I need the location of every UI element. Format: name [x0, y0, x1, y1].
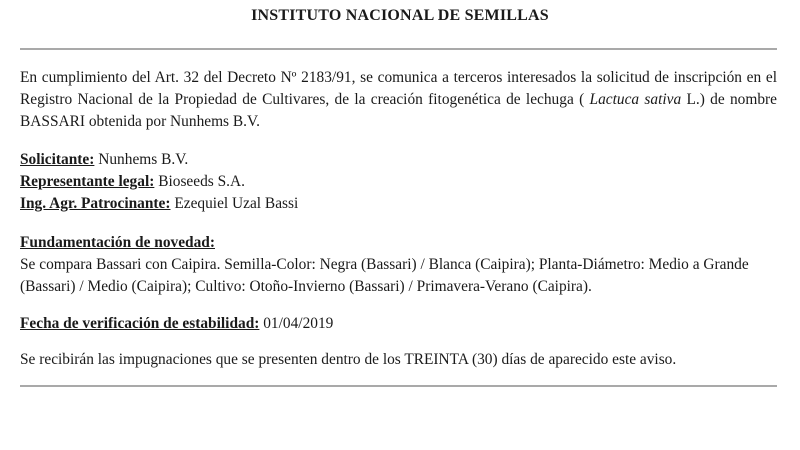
- applicant-label: Solicitante:: [20, 151, 95, 168]
- species-name: Lactuca sativa: [589, 91, 682, 108]
- applicant-line: [20, 149, 777, 171]
- sponsor-value: Ezequiel Uzal Bassi: [170, 195, 299, 212]
- closing-paragraph: Se recibirán las impugnaciones que se presenten dentro de los TREINTA (30) días de aparecido este aviso.: [20, 351, 677, 368]
- novelty-text: Se compara Bassari con Caipira. Semilla-Color: Negra (Bassari) / Blanca (Caipira); Planta-Diámetro: Medio a Grande (Bassari) / Medio (Caipira); Cultivo: Otoño-Invierno (Bassari) / Primavera-Verano (Caipira).: [20, 256, 749, 295]
- sponsor-label: Ing. Agr. Patrocinante:: [20, 195, 171, 212]
- parties-block: [20, 149, 777, 215]
- novelty-block: [20, 232, 777, 298]
- sponsor-line: [20, 193, 777, 215]
- legal-representative-line: [20, 171, 777, 193]
- stability-date: 01/04/2019: [259, 315, 334, 332]
- stability-label: Fecha de verificación de estabilidad:: [20, 315, 260, 332]
- notice-title: INSTITUTO NACIONAL DE SEMILLAS: [251, 7, 549, 24]
- intro-text-after: L.) de nombre BASSARI obtenida por Nunhems B.V.: [20, 91, 777, 130]
- applicant-value: Nunhems B.V.: [94, 151, 189, 168]
- novelty-label: Fundamentación de novedad:: [20, 234, 215, 251]
- legal-representative-label: Representante legal:: [20, 173, 155, 190]
- intro-text-before: En cumplimiento del Art. 32 del Decreto Nº 2183/91, se comunica a terceros interesados la solicitud de inscripción en el Registro Nacional de la Propiedad de Cultivares, de la creación fitogenética de lechuga (: [20, 69, 777, 108]
- bottom-divider: [20, 385, 777, 387]
- intro-paragraph: [20, 67, 777, 133]
- top-divider: [20, 48, 777, 50]
- legal-representative-value: Bioseeds S.A.: [154, 173, 245, 190]
- stability-line: [20, 313, 777, 335]
